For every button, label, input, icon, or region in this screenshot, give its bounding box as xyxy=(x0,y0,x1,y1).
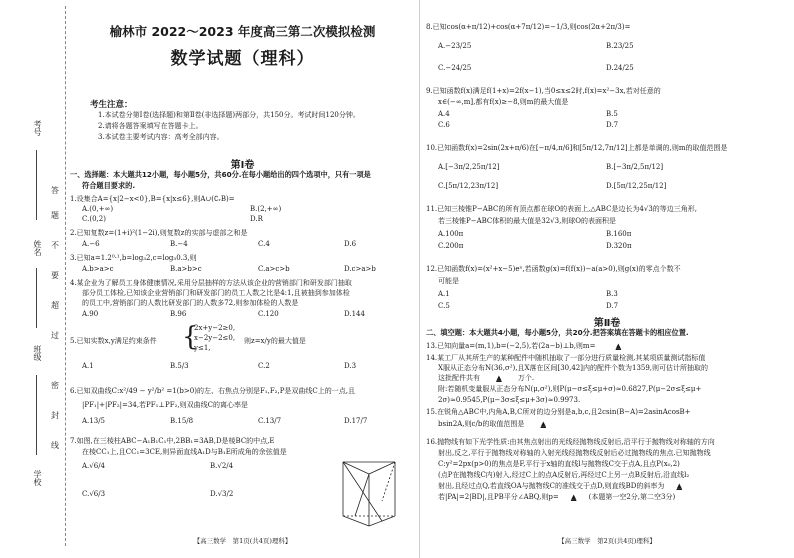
answer-blank[interactable]: ▲ xyxy=(540,420,546,428)
constraint-line: y≤1, xyxy=(194,344,211,352)
question-12-cont: 可能是 xyxy=(438,277,459,285)
notice-heading: 考生注意： xyxy=(90,100,133,110)
question-16-cont xyxy=(438,481,682,491)
option: A.(0,+∞) xyxy=(82,205,114,213)
margin-label-class: 班级 xyxy=(33,345,42,361)
option: D.144 xyxy=(344,310,365,318)
option: B.a>b>c xyxy=(170,265,202,273)
constraint-line: x−2y−2≤0, xyxy=(194,334,236,342)
option: D.c>a>b xyxy=(344,265,376,273)
prism-figure xyxy=(335,454,410,529)
option: C.−24/25 xyxy=(438,64,472,72)
answer-blank[interactable]: ▲ xyxy=(615,342,622,350)
exam-title: 榆林市 2022～2023 年度高三第二次模拟检测 xyxy=(109,24,376,39)
option: A.1 xyxy=(438,290,450,298)
question-4: 4.某企业为了解员工身体健康情况,采用分层抽样的方法从该企业的营销部门和研发部门抽取 xyxy=(70,279,352,287)
edge xyxy=(369,462,395,474)
question-16-note: (本题第一空2分,第二空3分) xyxy=(588,493,676,501)
option: A.b>a>c xyxy=(82,265,114,273)
question-4-cont: 的员工中,营销部门的人数比研发部门的人数多72,则参加体检的人数是 xyxy=(82,299,299,307)
option: C.6 xyxy=(438,121,450,129)
notice-item: 1.本试卷分第Ⅰ卷(选择题)和第Ⅱ卷(非选择题)两部分，共150分。考试时间120分钟。 xyxy=(98,111,360,119)
footer-left: 【高三数学 第1页(共4页)理科】 xyxy=(193,537,292,545)
seal-char: 不 xyxy=(51,241,59,250)
option: D.R xyxy=(250,215,263,223)
option: C.200π xyxy=(438,242,464,250)
option: A.1 xyxy=(82,362,94,370)
option: D.3 xyxy=(344,362,357,370)
option: C.120 xyxy=(258,310,279,318)
option: A.−23/25 xyxy=(438,42,472,50)
option: D.[5π/12,25π/12] xyxy=(606,182,667,190)
option: B.−4 xyxy=(170,240,188,248)
notice-item: 2.请将各题答案填写在答题卡上。 xyxy=(98,122,203,130)
option: D.17/7 xyxy=(344,417,368,425)
question-6: 6.已知双曲线C:x²/49 − y²/b² =1(b>0)的左、右焦点分别是F₁,F₂,P是双曲线C上的一点,且 xyxy=(70,387,356,395)
option: B.√2/4 xyxy=(210,462,234,470)
margin-label-school: 学校 xyxy=(33,470,42,486)
question-10: 10.已知函数f(x)=2sin(2x+π/6)在[−π/4,π/6]和[5π/12,7π/12]上都是单调的,则m的取值范围是 xyxy=(426,144,728,152)
option: B.5 xyxy=(606,110,618,118)
question-4-cont: 部分员工体检,已知该企业营销部门和研发部门的员工人数之比是4:1,且被抽到参加体检 xyxy=(82,289,350,297)
answer-blank[interactable]: ▲ xyxy=(496,374,502,382)
seal-char: 封 xyxy=(51,411,59,420)
question-11: 11.已知三棱锥P−ABC的所有顶点都在球O的表面上,△ABC是边长为4√3的等边三角形, xyxy=(426,205,698,213)
seal-char: 要 xyxy=(51,271,59,280)
option: B.160π xyxy=(606,230,632,238)
option: B.15/8 xyxy=(170,417,194,425)
option: C.4 xyxy=(258,240,270,248)
question-16-stem: 若|PA|=2|BD|,且PB平分∠ABQ,则p= xyxy=(438,493,559,501)
question-14-note: 附:若随机变量服从正态分布N(μ,σ²),则P(μ−σ≤ξ≤μ+σ)≈0.6827,P(μ−2σ≤ξ≤μ+ xyxy=(438,385,702,393)
question-16-cont: 射出,反之,平行于抛物线对称轴的入射光线经抛物线反射后必过抛物线的焦点.已知抛物线 xyxy=(438,449,711,457)
question-2: 2.已知复数z=(1+i)²(1−2i),则复数z的实部与虚部之和是 xyxy=(70,229,248,237)
option: A.[−3π/2,25π/12] xyxy=(438,163,500,171)
option: D.6 xyxy=(344,240,357,248)
question-15-cont xyxy=(438,419,546,429)
margin-label-exam-number: 考号 xyxy=(33,120,42,136)
seal-char: 密 xyxy=(51,381,59,390)
option: A.−6 xyxy=(82,240,100,248)
answer-blank[interactable]: ▲ xyxy=(676,482,682,490)
part2-title: 第Ⅱ卷 xyxy=(593,318,621,329)
seal-char: 过 xyxy=(51,331,59,340)
part1-title: 第Ⅰ卷 xyxy=(230,160,255,171)
question-8: 8.已知cos(α+π/12)+cos(α+7π/12)=−1/3,则cos(2α+2π/3)= xyxy=(426,23,631,31)
question-13-stem: 13.已知向量a=(m,1),b=(−2,5),若(2a−b)⊥b,则m= xyxy=(426,342,596,350)
question-15: 15.在锐角△ABC中,内角A,B,C所对的边分别是a,b,c,且2csin(B−A)=2asinAcosB+ xyxy=(426,408,691,416)
constraint-brace: { xyxy=(182,322,199,352)
question-14-note: 2σ)≈0.9545,P(μ−3σ≤ξ≤μ+3σ)≈0.9973. xyxy=(438,396,581,404)
option: B.5/3 xyxy=(170,362,189,370)
question-7-cont: 在棱CC₁上,且CC₁=3CE,则异面直线A₁D与B₁E所成角的余弦值是 xyxy=(82,448,287,456)
notice-item: 3.本试卷主要考试内容：高考全部内容。 xyxy=(98,133,224,141)
margin-line xyxy=(36,150,37,220)
option: C.13/7 xyxy=(258,417,282,425)
answer-blank[interactable]: ▲ xyxy=(570,493,577,501)
seal-char: 题 xyxy=(51,211,59,220)
page-right-column xyxy=(426,0,788,558)
question-9-cont: x∈(−∞,m],都有f(x)≥−8,则m的最大值是 xyxy=(438,98,569,106)
section-heading: 二、填空题：本大题共4小题，每小题5分，共20分.把答案填在答题卡的相应位置. xyxy=(426,328,689,337)
question-9: 9.已知函数f(x)满足f(1+x)=2f(x−1),当0≤x≤2时,f(x)=x²−3x,若对任意的 xyxy=(426,87,661,95)
footer-right: 【高三数学 第2页(共4页)理科】 xyxy=(558,537,656,545)
question-3: 3.已知a=1.2⁰·¹,b=log₃2,c=log₃0.3,则 xyxy=(70,254,197,262)
option: B.(2,+∞) xyxy=(250,205,282,213)
page-left-column xyxy=(70,0,415,558)
question-5: 5.已知实数x,y满足约束条件 xyxy=(70,337,157,345)
question-12: 12.已知函数f(x)=(x²+x−5)eˣ,若函数g(x)=f(f(x))−a(a>0),则g(x)的零点个数不 xyxy=(426,265,681,273)
option: D.24/25 xyxy=(606,64,634,72)
option: D.320π xyxy=(606,242,632,250)
exam-subject-title: 数学试题（理科） xyxy=(170,49,315,69)
option: C.2 xyxy=(258,362,270,370)
seal-line xyxy=(65,6,66,546)
question-14-unit: 万个. xyxy=(517,374,535,382)
margin-label-name: 姓名 xyxy=(33,240,42,256)
question-13 xyxy=(426,341,621,351)
edge xyxy=(343,516,369,526)
question-16-cont: C:y²=2px(p>0)的焦点是F,平行于x轴的直线l与抛物线C交于点A,且点P(x₀,2) xyxy=(438,460,680,468)
option: C.√6/3 xyxy=(82,490,106,498)
option: B.[−3π/2,5π/12] xyxy=(606,163,664,171)
option: A.90 xyxy=(82,310,99,318)
option: B.96 xyxy=(170,310,187,318)
option: A.4 xyxy=(438,110,450,118)
question-6-cont: |PF₁|+|PF₂|=34,若PF₁⊥PF₂,则双曲线C的离心率是 xyxy=(82,401,248,409)
question-14: 14.某工厂从其所生产的某种配件中随机抽取了一部分进行质量检测,其某项质量测试指标值 xyxy=(426,354,706,362)
question-16: 16.抛物线有如下光学性质:由其焦点射出的光线经抛物线反射后,沿平行于抛物线对称轴的方向 xyxy=(426,438,715,446)
question-14-stem: 这批配件共有 xyxy=(438,374,480,382)
question-14-cont xyxy=(438,373,534,383)
column-divider xyxy=(419,0,420,558)
margin-line xyxy=(36,375,37,455)
seal-char: 线 xyxy=(51,441,59,450)
section-heading: 一、选择题：本大题共12小题，每小题5分，共60分.在每小题给出的四个选项中，只有一项是 xyxy=(70,170,371,179)
option: D.7 xyxy=(606,121,619,129)
option: C.[5π/12,23π/12] xyxy=(438,182,499,190)
section-heading-cont: 符合题目要求的. xyxy=(82,181,136,190)
option: C.(0,2) xyxy=(82,215,106,223)
seal-char: 超 xyxy=(51,301,59,310)
question-16-cont: (点P在抛物线C内)射入,经过C上的点A反射后,再经过C上另一点B反射后,沿直线l₂ xyxy=(438,471,690,479)
seal-char: 答 xyxy=(51,186,59,195)
option: B.3 xyxy=(606,290,618,298)
question-7: 7.如图,在三棱柱ABC−A₁B₁C₁中,2BB₁=3AB,D是棱BC的中点,E xyxy=(70,437,275,445)
question-16-stem: 射出,且经过点Q,若直线OA与抛物线C的准线交于点D,则直线BD的斜率为 xyxy=(438,482,665,490)
option: D.√3/2 xyxy=(210,490,234,498)
question-1: 1.设集合A={x|2−x<0},B={x|x≤6},则A∪(∁ᵣB)= xyxy=(70,195,235,203)
question-14-cont: X服从正态分布N(36,σ²),且X落在区间[30,42]内的配件个数为1359,则可估计所抽取的 xyxy=(438,364,709,372)
margin-line xyxy=(36,268,37,328)
option: A.13/5 xyxy=(82,417,105,425)
question-11-cont: 若三棱锥P−ABC体积的最大值是32√3,则球O的表面积是 xyxy=(438,217,617,225)
option: C.a>c>b xyxy=(258,265,290,273)
binding-margin xyxy=(0,0,62,558)
question-16-cont xyxy=(438,492,675,502)
question-15-stem: bsin2A,则c/b的取值范围是 xyxy=(438,420,525,428)
option: B.23/25 xyxy=(606,42,634,50)
edge xyxy=(355,474,369,516)
hidden-edge xyxy=(382,462,395,501)
option: C.5 xyxy=(438,302,450,310)
option: A.100π xyxy=(438,230,464,238)
constraint-line: 2x+y−2≥0, xyxy=(194,324,236,332)
question-5-tail: 则z=x/y的最大值是 xyxy=(244,337,306,345)
option: A.√6/4 xyxy=(82,462,106,470)
option: D.7 xyxy=(606,302,619,310)
